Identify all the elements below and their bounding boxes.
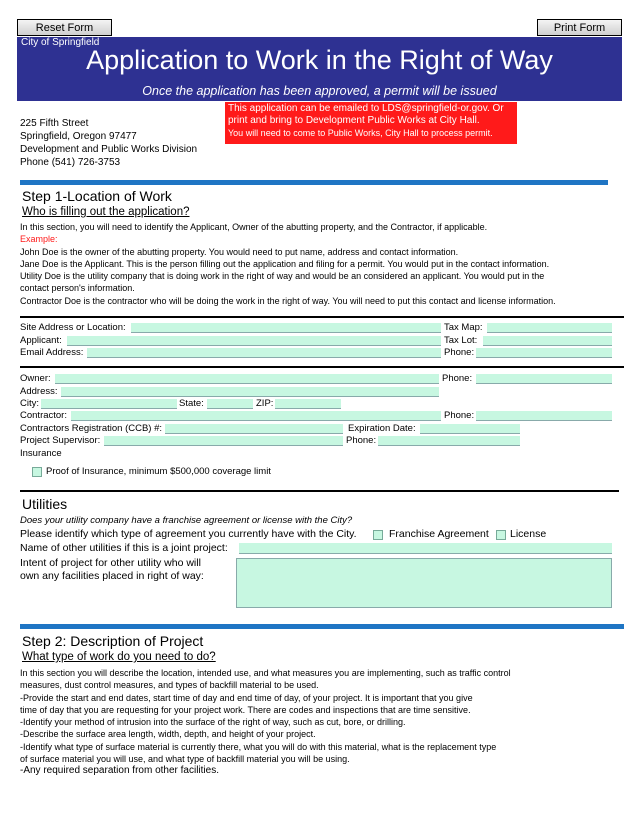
intent-label-line2: own any facilities placed in right of way: <box>20 570 204 582</box>
step1-heading: Step 1-Location of Work <box>22 188 172 204</box>
notice-line: You will need to come to Public Works, City Hall to process permit. <box>228 128 493 138</box>
utilities-question: Does your utility company have a franchise agreement or license with the City? <box>20 515 353 526</box>
applicant-label: Applicant: <box>20 335 62 346</box>
applicant-input[interactable] <box>67 336 441 346</box>
address-line: Development and Public Works Division <box>20 144 198 155</box>
header-banner <box>17 37 622 101</box>
example-line: contact person's information. <box>20 283 135 294</box>
state-input[interactable] <box>207 399 253 409</box>
proof-of-insurance-label: Proof of Insurance, minimum $500,000 coverage limit <box>46 466 271 477</box>
other-utilities-input[interactable] <box>239 543 612 554</box>
applicant-phone-label: Phone: <box>444 347 475 358</box>
instruction-line: -Provide the start and end dates, start time of day and end time of day, of your project. It is important that you give <box>20 692 473 703</box>
notice-line: This application can be emailed to LDS@springfield-or.gov. Or <box>228 103 504 114</box>
expiration-label: Expiration Date: <box>348 423 416 434</box>
applicant-phone-input[interactable] <box>476 348 612 358</box>
section-divider <box>20 180 608 185</box>
contractor-input[interactable] <box>71 411 441 421</box>
instruction-line: of surface material you will use, and what type of backfill material you will be using. <box>20 754 350 765</box>
address-block <box>20 117 197 169</box>
owner-phone-input[interactable] <box>476 374 612 384</box>
notice-line: print and bring to Development Public Works at City Hall. <box>228 115 480 126</box>
contractor-label: Contractor: <box>20 410 67 421</box>
step2-instructions <box>20 667 620 778</box>
instruction-line: -Identify what type of surface material is currently there, what you will do with this material, what is the replacement type <box>20 741 497 752</box>
owner-phone-label: Phone: <box>442 373 473 384</box>
intent-textarea[interactable] <box>236 558 612 608</box>
supervisor-label: Project Supervisor: <box>20 435 101 446</box>
step2-heading: Step 2: Description of Project <box>22 633 204 649</box>
section-divider <box>20 624 624 629</box>
expiration-input[interactable] <box>420 424 520 434</box>
step1-subheading: Who is filling out the application? <box>22 206 190 218</box>
license-checkbox[interactable] <box>496 530 506 540</box>
submission-notice <box>225 102 517 144</box>
city-label: City: <box>20 398 39 409</box>
tax-lot-label: Tax Lot: <box>444 335 478 346</box>
zip-label: ZIP: <box>256 398 274 409</box>
instruction-line: measures, dust control measures, and types of backfill material to be used. <box>20 680 319 691</box>
example-line: Jane Doe is the Applicant. This is the person filling out the application and filing for a permit. You would put in the contact information. <box>20 258 550 269</box>
utilities-heading: Utilities <box>22 496 68 512</box>
instruction-line: time of day that you are requesting for your project work. There are codes and inspections that are time sensitive. <box>20 704 471 715</box>
tax-map-input[interactable] <box>487 323 612 333</box>
address-line: Springfield, Oregon 97477 <box>20 131 137 142</box>
contractor-phone-input[interactable] <box>476 411 612 421</box>
example-line: Utility Doe is the utility company that is doing work in the right of way and would be an considered an applicant. You would put in the <box>20 271 545 282</box>
instruction-line: In this section you will describe the location, intended use, and what measures you are implementing, such as traffic control <box>20 668 511 678</box>
franchise-agreement-label: Franchise Agreement <box>389 528 489 540</box>
city-name: City of Springfield <box>21 37 100 48</box>
address-line: 225 Fifth Street <box>20 118 89 129</box>
insurance-label: Insurance <box>20 448 62 459</box>
tax-lot-input[interactable] <box>483 336 612 346</box>
divider <box>20 366 624 368</box>
email-input[interactable] <box>87 348 441 358</box>
example-line: Contractor Doe is the contractor who will be doing the work in the right of way. You will need to put this contact and license information. <box>20 295 556 306</box>
license-label: License <box>510 528 547 540</box>
franchise-agreement-checkbox[interactable] <box>373 530 383 540</box>
instruction-line: -Describe the surface area length, width, depth, and height of your project. <box>20 729 316 740</box>
email-label: Email Address: <box>20 347 84 358</box>
instruction-line: -Identify your method of intrusion into the surface of the right of way, such as cut, bore, or drilling. <box>20 717 406 728</box>
owner-input[interactable] <box>55 374 439 384</box>
address-label: Address: <box>20 386 58 397</box>
city-input[interactable] <box>41 399 177 409</box>
address-input[interactable] <box>61 387 439 397</box>
supervisor-phone-input[interactable] <box>378 436 520 446</box>
site-address-label: Site Address or Location: <box>20 322 126 333</box>
ccb-label: Contractors Registration (CCB) #: <box>20 423 163 434</box>
contractor-phone-label: Phone: <box>444 410 475 421</box>
phone-line: Phone (541) 726-3753 <box>20 157 121 168</box>
example-label: Example: <box>20 234 58 245</box>
agreement-prompt: Please identify which type of agreement you currently have with the City. <box>20 528 357 540</box>
other-utilities-label: Name of other utilities if this is a joint project: <box>20 542 228 554</box>
owner-label: Owner: <box>20 373 51 384</box>
zip-input[interactable] <box>275 399 341 409</box>
supervisor-phone-label: Phone: <box>346 435 377 446</box>
ccb-input[interactable] <box>165 424 343 434</box>
page-subtitle: Once the application has been approved, a permit will be issued <box>142 84 497 98</box>
divider <box>20 316 624 318</box>
tax-map-label: Tax Map: <box>444 322 483 333</box>
step1-instructions <box>20 221 620 307</box>
intent-label-line1: Intent of project for other utility who will <box>20 557 201 569</box>
proof-of-insurance-checkbox[interactable] <box>32 467 42 477</box>
example-line: John Doe is the owner of the abutting property. You would need to put name, address and contact information. <box>20 246 459 257</box>
divider <box>20 490 619 492</box>
state-label: State: <box>179 398 204 409</box>
instruction-line: In this section, you will need to identify the Applicant, Owner of the abutting property, and the Contractor, if applicable. <box>20 222 488 232</box>
step2-subheading: What type of work do you need to do? <box>22 651 216 663</box>
reset-form-button[interactable]: Reset Form <box>17 19 112 36</box>
instruction-line: -Any required separation from other facilities. <box>20 765 219 777</box>
site-address-input[interactable] <box>131 323 441 333</box>
print-form-button[interactable]: Print Form <box>537 19 622 36</box>
supervisor-input[interactable] <box>104 436 343 446</box>
page-title: Application to Work in the Right of Way <box>86 45 553 75</box>
